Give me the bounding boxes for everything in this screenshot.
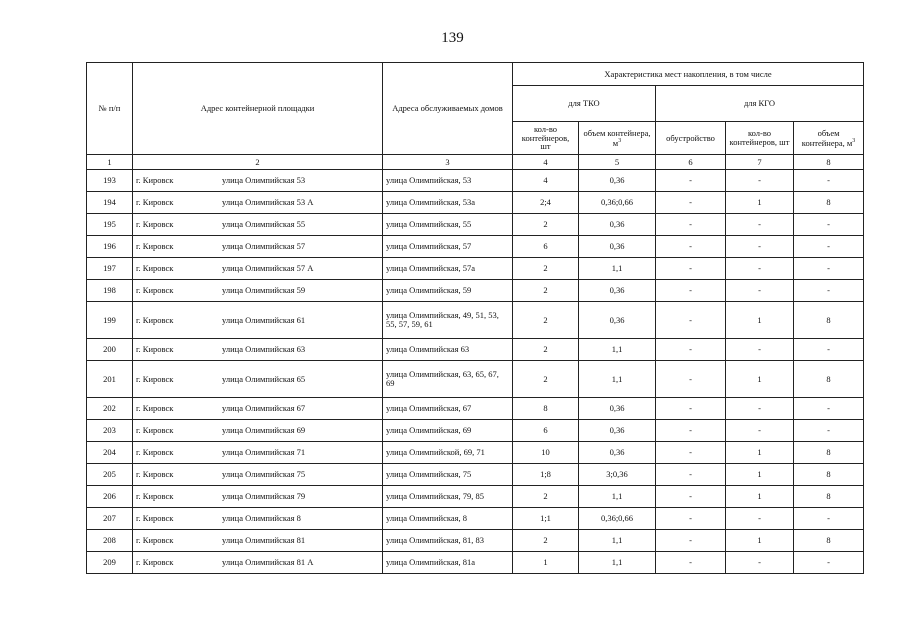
tko-container-count: 6 [513,420,579,442]
kgo-container-count: - [726,552,794,574]
tko-container-count: 2 [513,339,579,361]
row-number: 205 [87,464,133,486]
row-number: 202 [87,398,133,420]
tko-container-count: 1;1 [513,508,579,530]
kgo-arrangement: - [656,192,726,214]
row-number: 208 [87,530,133,552]
table-row [87,508,864,530]
header-tko-vol: объем контейнера, $м^3$ [579,122,656,155]
served-houses: улица Олимпийская, 55 [383,214,513,236]
table-row [87,361,864,398]
col-number: 7 [726,155,794,170]
kgo-arrangement: - [656,552,726,574]
col-number: 5 [579,155,656,170]
tko-container-volume: 1,1 [579,258,656,280]
served-houses: улица Олимпийская, 53 [383,170,513,192]
site-street: улица Олимпийская 55 [222,219,306,230]
tko-container-count: 2 [513,280,579,302]
site-city: г. Кировск [136,373,174,384]
kgo-arrangement: - [656,442,726,464]
column-number-row [87,155,864,170]
tko-container-count: 2 [513,486,579,508]
kgo-arrangement: - [656,508,726,530]
header-kgo-qty: кол-во контейнеров, шт [726,122,794,155]
kgo-container-count: - [726,508,794,530]
table-row [87,236,864,258]
site-city: г. Кировск [136,197,174,208]
tko-container-count: 10 [513,442,579,464]
site-address [133,302,383,339]
site-street: улица Олимпийская 71 [222,447,306,458]
header-characteristics: Характеристика мест накопления, в том числе [513,63,864,86]
header-tko-qty: кол-во контейнеров, шт [513,122,579,155]
kgo-container-count: - [726,280,794,302]
tko-container-volume: 3;0,36 [579,464,656,486]
site-street: улица Олимпийская 75 [222,469,306,480]
site-city: г. Кировск [136,175,174,186]
col-number: 3 [383,155,513,170]
table-row [87,464,864,486]
site-address [133,236,383,258]
site-address [133,280,383,302]
row-number: 204 [87,442,133,464]
row-number: 193 [87,170,133,192]
site-street: улица Олимпийская 81 [222,535,306,546]
tko-container-volume: 0,36 [579,302,656,339]
tko-container-volume: 0,36 [579,398,656,420]
row-number: 203 [87,420,133,442]
header-kgo: для КГО [656,86,864,122]
kgo-container-volume: 8 [794,192,864,214]
site-city: г. Кировск [136,447,174,458]
site-street: улица Олимпийская 81 А [222,557,314,568]
site-address [133,398,383,420]
tko-container-count: 2 [513,530,579,552]
header-kgo-vol: объем контейнера, $м^3$ [794,122,864,155]
row-number: 200 [87,339,133,361]
served-houses: улица Олимпийская, 81а [383,552,513,574]
kgo-container-volume: - [794,398,864,420]
kgo-container-count: 1 [726,302,794,339]
kgo-arrangement: - [656,170,726,192]
kgo-arrangement: - [656,530,726,552]
tko-container-volume: 0,36 [579,236,656,258]
kgo-arrangement: - [656,214,726,236]
served-houses: улица Олимпийская, 81, 83 [383,530,513,552]
kgo-container-volume: - [794,280,864,302]
kgo-arrangement: - [656,464,726,486]
site-address [133,339,383,361]
kgo-container-count: - [726,339,794,361]
kgo-container-volume: 8 [794,486,864,508]
site-city: г. Кировск [136,403,174,414]
table-row [87,214,864,236]
tko-container-volume: 0,36 [579,442,656,464]
kgo-arrangement: - [656,258,726,280]
site-street: улица Олимпийская 57 [222,241,306,252]
kgo-container-count: 1 [726,464,794,486]
site-street: улица Олимпийская 53 А [222,197,314,208]
served-houses: улица Олимпийская, 79, 85 [383,486,513,508]
tko-container-count: 4 [513,170,579,192]
served-houses: улица Олимпийская, 57а [383,258,513,280]
row-number: 198 [87,280,133,302]
tko-container-volume: 0,36 [579,420,656,442]
kgo-container-volume: - [794,420,864,442]
kgo-arrangement: - [656,280,726,302]
header-num: № п/п [87,63,133,155]
kgo-container-volume: - [794,236,864,258]
site-city: г. Кировск [136,285,174,296]
table-row [87,258,864,280]
table-body [87,170,864,574]
tko-container-volume: 1,1 [579,486,656,508]
site-city: г. Кировск [136,344,174,355]
served-houses: улица Олимпийская, 75 [383,464,513,486]
site-street: улица Олимпийская 53 [222,175,306,186]
served-houses: улица Олимпийская, 57 [383,236,513,258]
container-sites-table [86,62,864,574]
served-houses: улица Олимпийская, 49, 51, 53, 55, 57, 59, 61 [383,302,513,339]
row-number: 196 [87,236,133,258]
kgo-container-count: - [726,214,794,236]
tko-container-count: 1;8 [513,464,579,486]
site-address [133,361,383,398]
header-served-houses: Адреса обслуживаемых домов [383,63,513,155]
tko-container-volume: 0,36 [579,214,656,236]
served-houses: улица Олимпийская, 69 [383,420,513,442]
kgo-container-volume: - [794,508,864,530]
kgo-container-count: 1 [726,442,794,464]
site-address [133,170,383,192]
kgo-container-volume: 8 [794,530,864,552]
header-tko: для ТКО [513,86,656,122]
site-city: г. Кировск [136,241,174,252]
row-number: 206 [87,486,133,508]
tko-container-count: 2 [513,361,579,398]
served-houses: улица Олимпийская, 63, 65, 67, 69 [383,361,513,398]
site-city: г. Кировск [136,557,174,568]
site-city: г. Кировск [136,219,174,230]
tko-container-count: 6 [513,236,579,258]
site-address [133,530,383,552]
site-street: улица Олимпийская 65 [222,373,306,384]
served-houses: улица Олимпийская, 8 [383,508,513,530]
tko-container-count: 2 [513,258,579,280]
kgo-arrangement: - [656,236,726,258]
site-address [133,464,383,486]
site-city: г. Кировск [136,263,174,274]
header-kgo-arrangement: обустройство [656,122,726,155]
kgo-container-count: - [726,170,794,192]
kgo-container-volume: - [794,170,864,192]
row-number: 199 [87,302,133,339]
row-number: 194 [87,192,133,214]
tko-container-volume: 1,1 [579,530,656,552]
site-street: улица Олимпийская 63 [222,344,306,355]
kgo-arrangement: - [656,361,726,398]
page-number: 139 [441,30,464,46]
site-street: улица Олимпийская 69 [222,425,306,436]
table-row [87,420,864,442]
row-number: 195 [87,214,133,236]
table-row [87,486,864,508]
kgo-container-count: 1 [726,361,794,398]
site-street: улица Олимпийская 57 А [222,263,314,274]
site-address [133,258,383,280]
site-address [133,214,383,236]
site-address [133,508,383,530]
tko-container-volume: 1,1 [579,552,656,574]
kgo-container-volume: - [794,214,864,236]
tko-container-volume: 0,36;0,66 [579,192,656,214]
kgo-arrangement: - [656,398,726,420]
table-header [87,63,864,170]
col-number: 1 [87,155,133,170]
table-row [87,280,864,302]
kgo-container-volume: - [794,339,864,361]
kgo-arrangement: - [656,339,726,361]
kgo-container-volume: - [794,258,864,280]
kgo-container-volume: 8 [794,442,864,464]
col-number: 4 [513,155,579,170]
kgo-container-count: - [726,420,794,442]
site-city: г. Кировск [136,469,174,480]
table-row [87,339,864,361]
site-address [133,486,383,508]
site-street: улица Олимпийская 67 [222,403,306,414]
site-city: г. Кировск [136,314,174,325]
table-row [87,170,864,192]
table-row [87,302,864,339]
col-number: 8 [794,155,864,170]
tko-container-count: 2 [513,302,579,339]
row-number: 207 [87,508,133,530]
table-row [87,398,864,420]
kgo-container-count: 1 [726,192,794,214]
kgo-container-count: - [726,258,794,280]
tko-container-count: 2;4 [513,192,579,214]
kgo-container-count: 1 [726,530,794,552]
site-street: улица Олимпийская 8 [222,513,301,524]
table-row [87,552,864,574]
site-street: улица Олимпийская 59 [222,285,306,296]
tko-container-volume: 0,36 [579,280,656,302]
tko-container-count: 8 [513,398,579,420]
site-city: г. Кировск [136,425,174,436]
tko-container-volume: 1,1 [579,361,656,398]
site-street: улица Олимпийская 61 [222,314,306,325]
site-address [133,420,383,442]
kgo-container-volume: 8 [794,302,864,339]
served-houses: улица Олимпийская 63 [383,339,513,361]
table-row [87,442,864,464]
kgo-arrangement: - [656,420,726,442]
site-city: г. Кировск [136,491,174,502]
tko-container-count: 1 [513,552,579,574]
kgo-container-volume: 8 [794,464,864,486]
tko-container-volume: 0,36 [579,170,656,192]
site-city: г. Кировск [136,513,174,524]
site-city: г. Кировск [136,535,174,546]
site-address [133,442,383,464]
col-number: 6 [656,155,726,170]
row-number: 197 [87,258,133,280]
site-address [133,552,383,574]
kgo-arrangement: - [656,302,726,339]
served-houses: улица Олимпийской, 69, 71 [383,442,513,464]
kgo-container-volume: - [794,552,864,574]
site-address [133,192,383,214]
tko-container-volume: 1,1 [579,339,656,361]
site-street: улица Олимпийская 79 [222,491,306,502]
tko-container-count: 2 [513,214,579,236]
table-row [87,192,864,214]
table-row [87,530,864,552]
kgo-container-volume: 8 [794,361,864,398]
kgo-arrangement: - [656,486,726,508]
served-houses: улица Олимпийская, 67 [383,398,513,420]
served-houses: улица Олимпийская, 59 [383,280,513,302]
row-number: 201 [87,361,133,398]
kgo-container-count: - [726,236,794,258]
tko-container-volume: 0,36;0,66 [579,508,656,530]
row-number: 209 [87,552,133,574]
col-number: 2 [133,155,383,170]
header-site-address: Адрес контейнерной площадки [133,63,383,155]
kgo-container-count: 1 [726,486,794,508]
kgo-container-count: - [726,398,794,420]
served-houses: улица Олимпийская, 53а [383,192,513,214]
